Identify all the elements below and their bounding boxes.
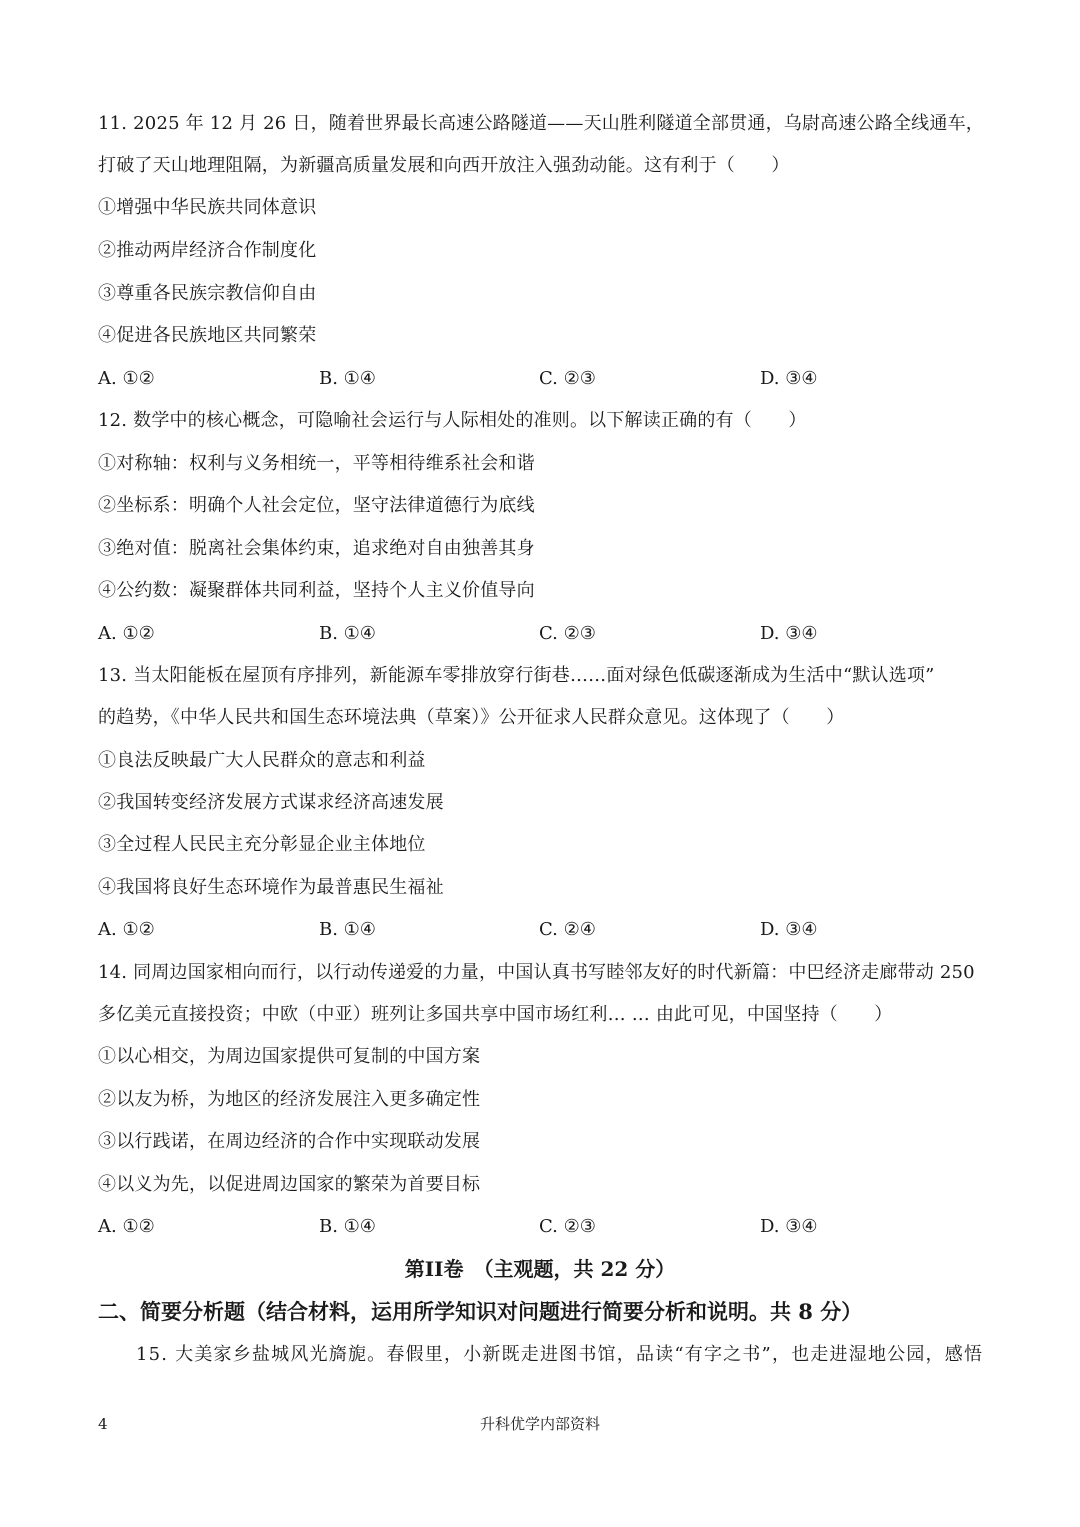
q12-item-2: ②坐标系：明确个人社会定位，坚守法律道德行为底线 [98, 495, 535, 516]
q12-options [98, 622, 998, 646]
q14-option-d: D. ③④ [760, 1216, 818, 1237]
q12-stem-line-1: 12. 数学中的核心概念，可隐喻社会运行与人际相处的准则。以下解读正确的有（ ） [98, 410, 807, 431]
footer-text: 升科优学内部资料 [479, 1415, 600, 1433]
q12-item-1: ①对称轴：权利与义务相统一，平等相待维系社会和谐 [98, 453, 535, 474]
q14-stem-line-1: 14. 同周边国家相向而行，以行动传递爱的力量，中国认真书写睦邻友好的时代新篇：中巴经济走廊带动 250 [98, 962, 975, 983]
page-number: 4 [98, 1415, 108, 1433]
q14-item-3: ③以行践诺，在周边经济的合作中实现联动发展 [98, 1131, 481, 1152]
q13-item-4: ④我国将良好生态环境作为最普惠民生福祉 [98, 877, 444, 898]
q11-option-b: B. ①④ [319, 368, 376, 389]
q11-option-c: C. ②③ [539, 368, 596, 389]
q13-option-d: D. ③④ [760, 919, 818, 940]
q13-stem-line-2: 的趋势，《中华人民共和国生态环境法典（草案）》公开征求人民群众意见。这体现了（ ） [98, 707, 845, 728]
q11-stem-line-1: 11. 2025 年 12 月 26 日，随着世界最长高速公路隧道——天山胜利隧道全部贯通，乌尉高速公路全线通车， [98, 113, 984, 134]
q11-option-d: D. ③④ [760, 368, 818, 389]
q12-item-3: ③绝对值：脱离社会集体约束，追求绝对自由独善其身 [98, 538, 535, 559]
q11-stem-line-2: 打破了天山地理阻隔，为新疆高质量发展和向西开放注入强劲动能。这有利于（ ） [98, 155, 790, 176]
q14-item-2: ②以友为桥，为地区的经济发展注入更多确定性 [98, 1089, 481, 1110]
q13-item-1: ①良法反映最广大人民群众的意志和利益 [98, 750, 426, 771]
q12-item-4: ④公约数：凝聚群体共同利益，坚持个人主义价值导向 [98, 580, 535, 601]
q11-item-4: ④促进各民族地区共同繁荣 [98, 325, 317, 346]
q12-option-b: B. ①④ [319, 623, 376, 644]
q14-options [98, 1215, 998, 1239]
q12-option-c: C. ②③ [539, 623, 596, 644]
q13-stem-line-1: 13. 当太阳能板在屋顶有序排列，新能源车零排放穿行街巷……面对绿色低碳逐渐成为生活中“默认选项” [98, 665, 935, 686]
q14-item-1: ①以心相交，为周边国家提供可复制的中国方案 [98, 1046, 481, 1067]
q14-stem-line-2: 多亿美元直接投资；中欧（中亚）班列让多国共享中国市场红利… … 由此可见，中国坚持（ ） [98, 1004, 893, 1025]
q13-option-b: B. ①④ [319, 919, 376, 940]
section-title: 第II卷 （主观题，共 22 分） [404, 1257, 676, 1281]
q11-item-3: ③尊重各民族宗教信仰自由 [98, 283, 317, 304]
q14-option-c: C. ②③ [539, 1216, 596, 1237]
q15-stem-line-1: 15. 大美家乡盐城风光旖旎。春假里，小新既走进图书馆，品读“有字之书”，也走进湿地公园，感悟 [136, 1344, 984, 1365]
q14-option-a: A. ①② [98, 1216, 155, 1237]
q11-item-1: ①增强中华民族共同体意识 [98, 197, 317, 218]
q12-option-a: A. ①② [98, 623, 155, 644]
q11-option-a: A. ①② [98, 368, 155, 389]
q11-options [98, 367, 998, 391]
q14-item-4: ④以义为先，以促进周边国家的繁荣为首要目标 [98, 1174, 481, 1195]
part-heading: 二、简要分析题（结合材料，运用所学知识对问题进行简要分析和说明。共 8 分） [98, 1299, 863, 1324]
q12-option-d: D. ③④ [760, 623, 818, 644]
q13-options [98, 918, 998, 942]
q14-option-b: B. ①④ [319, 1216, 376, 1237]
q13-item-3: ③全过程人民民主充分彰显企业主体地位 [98, 834, 426, 855]
q13-item-2: ②我国转变经济发展方式谋求经济高速发展 [98, 792, 444, 813]
q11-item-2: ②推动两岸经济合作制度化 [98, 240, 317, 261]
q13-option-a: A. ①② [98, 919, 155, 940]
q13-option-c: C. ②④ [539, 919, 596, 940]
